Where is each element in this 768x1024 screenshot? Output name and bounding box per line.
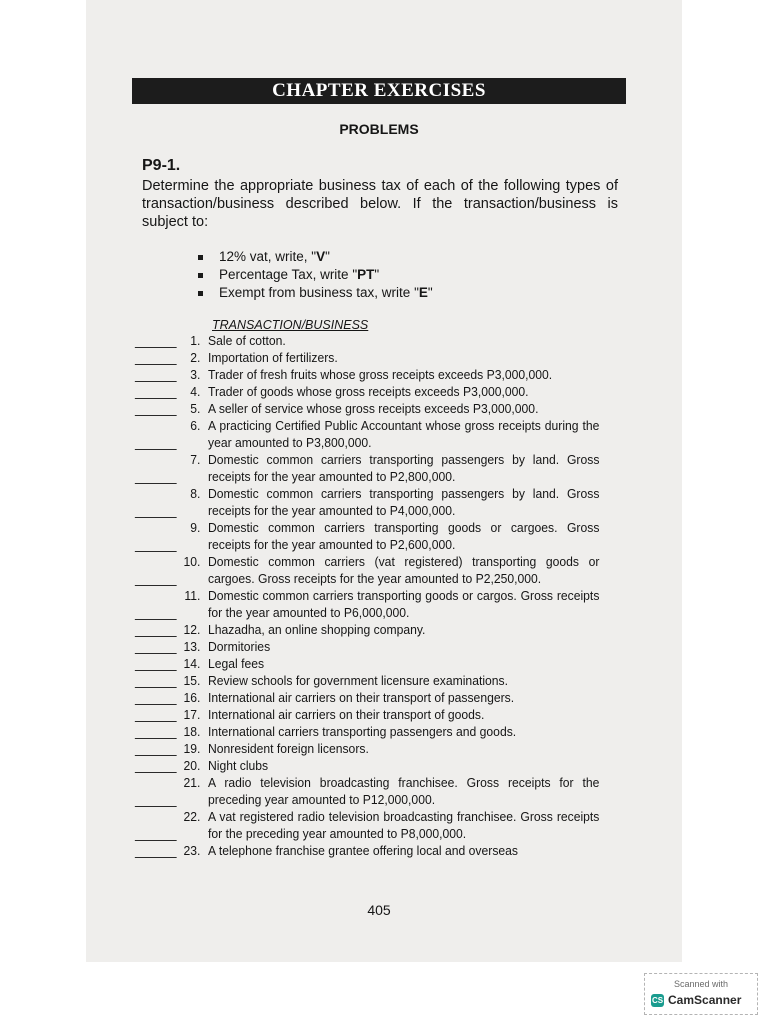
transaction-item [132,774,599,808]
item-text: Nonresident foreign licensors. [208,741,369,756]
item-number: 12. [183,622,201,637]
item-text: International carriers transporting passengers and goods. [208,724,517,739]
answer-blank[interactable] [135,347,177,348]
item-number: 9. [190,520,201,535]
answer-blank[interactable] [135,857,177,858]
transaction-item [132,706,599,723]
item-number: 17. [183,707,201,722]
item-text: Trader of fresh fruits whose gross receipts exceeds P3,000,000. [208,367,553,382]
item-text: A telephone franchise grantee offering local and overseas [208,843,518,858]
item-text: Domestic common carriers (vat registered) transporting goods or cargoes. Gross receipts for the year amounted to P2,250,000. [208,554,600,586]
transaction-item [132,638,599,655]
item-number: 7. [190,452,201,467]
item-number: 10. [183,554,201,569]
transaction-item [132,842,599,859]
transaction-item [132,723,599,740]
item-number: 3. [190,367,201,382]
answer-blank[interactable] [135,738,177,739]
transaction-item [132,417,599,451]
camscanner-watermark [644,973,758,1015]
transaction-item [132,808,599,842]
answer-blank[interactable] [135,653,177,654]
transaction-item [132,757,599,774]
answer-blank[interactable] [135,415,177,416]
tax-code: V [316,249,326,264]
item-number: 6. [190,418,201,433]
legend-text: Percentage Tax, write " [219,267,358,282]
page-number: 405 [367,902,391,918]
item-number: 2. [190,350,201,365]
answer-blank[interactable] [135,517,177,518]
transaction-item [132,587,599,621]
item-number: 19. [183,741,201,756]
item-number: 4. [190,384,201,399]
item-text: Importation of fertilizers. [208,350,338,365]
transaction-item [132,689,599,706]
transaction-item [132,485,599,519]
item-number: 1. [190,333,201,348]
transaction-item [132,553,599,587]
item-text: Domestic common carriers transporting goods or cargoes. Gross receipts for the year amounted to P2,600,000. [208,520,600,552]
watermark-brand: CamScanner [668,993,742,1007]
camscanner-logo-icon: CS [651,996,664,1005]
transaction-list [132,332,599,859]
answer-blank[interactable] [135,755,177,756]
item-number: 16. [183,690,201,705]
transaction-item [132,332,599,349]
item-text: Legal fees [208,656,265,671]
transaction-item [132,672,599,689]
item-number: 23. [183,843,201,858]
item-number: 20. [183,758,201,773]
column-heading: TRANSACTION/BUSINESS [212,318,369,332]
answer-blank[interactable] [135,687,177,688]
item-number: 18. [183,724,201,739]
answer-blank[interactable] [135,806,177,807]
answer-blank[interactable] [135,381,177,382]
item-text: International air carriers on their transport of passengers. [208,690,515,705]
legend-text: Exempt from business tax, write " [219,285,419,300]
tax-code: E [418,285,428,300]
answer-blank[interactable] [135,840,177,841]
answer-blank[interactable] [135,551,177,552]
answer-blank[interactable] [135,619,177,620]
answer-blank[interactable] [135,636,177,637]
section-title: PROBLEMS [339,121,419,137]
item-text: A radio television broadcasting franchisee. Gross receipts for the preceding year amounted to P12,000,000. [208,775,600,807]
transaction-item [132,621,599,638]
item-text: Domestic common carriers transporting goods or cargos. Gross receipts for the year amounted to P6,000,000. [208,588,600,620]
item-text: A seller of service whose gross receipts exceeds P3,000,000. [208,401,539,416]
tax-code-legend [196,248,433,302]
item-text: Night clubs [208,758,269,773]
legend-item [196,266,433,284]
legend-item [196,284,433,302]
item-text: Domestic common carriers transporting passengers by land. Gross receipts for the year amounted to P2,800,000. [208,452,600,484]
problem-number: P9-1. [142,157,181,174]
answer-blank[interactable] [135,721,177,722]
item-number: 13. [183,639,201,654]
legend-text-end: " [325,249,330,264]
legend-text: 12% vat, write, " [219,249,317,264]
transaction-item [132,349,599,366]
item-text: Review schools for government licensure examinations. [208,673,509,688]
item-text: Lhazadha, an online shopping company. [208,622,426,637]
item-text: Domestic common carriers transporting passengers by land. Gross receipts for the year amounted to P4,000,000. [208,486,600,518]
transaction-item [132,383,599,400]
item-number: 14. [183,656,201,671]
transaction-item [132,400,599,417]
legend-text-end: " [427,285,433,300]
answer-blank[interactable] [135,449,177,450]
answer-blank[interactable] [135,364,177,365]
answer-blank[interactable] [135,483,177,484]
item-number: 15. [183,673,201,688]
item-number: 22. [183,809,201,824]
item-text: A vat registered radio television broadcasting franchisee. Gross receipts for the preceding year amounted to P8,000,000. [208,809,600,841]
transaction-item [132,519,599,553]
item-text: International air carriers on their transport of goods. [208,707,485,722]
item-text: Trader of goods whose gross receipts exceeds P3,000,000. [208,384,529,399]
tax-code: PT [357,267,375,282]
legend-item [196,248,433,266]
problem-instructions: Determine the appropriate business tax of each of the following types of transaction/business described below. If the transaction/business is subject to: [142,178,618,230]
answer-blank[interactable] [135,772,177,773]
transaction-item [132,366,599,383]
answer-blank[interactable] [135,670,177,671]
answer-blank[interactable] [135,585,177,586]
answer-blank[interactable] [135,398,177,399]
watermark-caption: Scanned with [673,979,729,989]
transaction-item [132,655,599,672]
item-text: Sale of cotton. [208,333,286,348]
answer-blank[interactable] [135,704,177,705]
transaction-item [132,451,599,485]
item-number: 11. [184,588,201,603]
item-number: 5. [190,401,201,416]
item-number: 8. [190,486,201,501]
item-number: 21. [183,775,201,790]
item-text: Dormitories [208,639,271,654]
item-text: A practicing Certified Public Accountant whose gross receipts during the year amounted to P3,800,000. [208,418,600,450]
chapter-header: CHAPTER EXERCISES [132,78,626,104]
transaction-item [132,740,599,757]
legend-text-end: " [374,267,380,282]
